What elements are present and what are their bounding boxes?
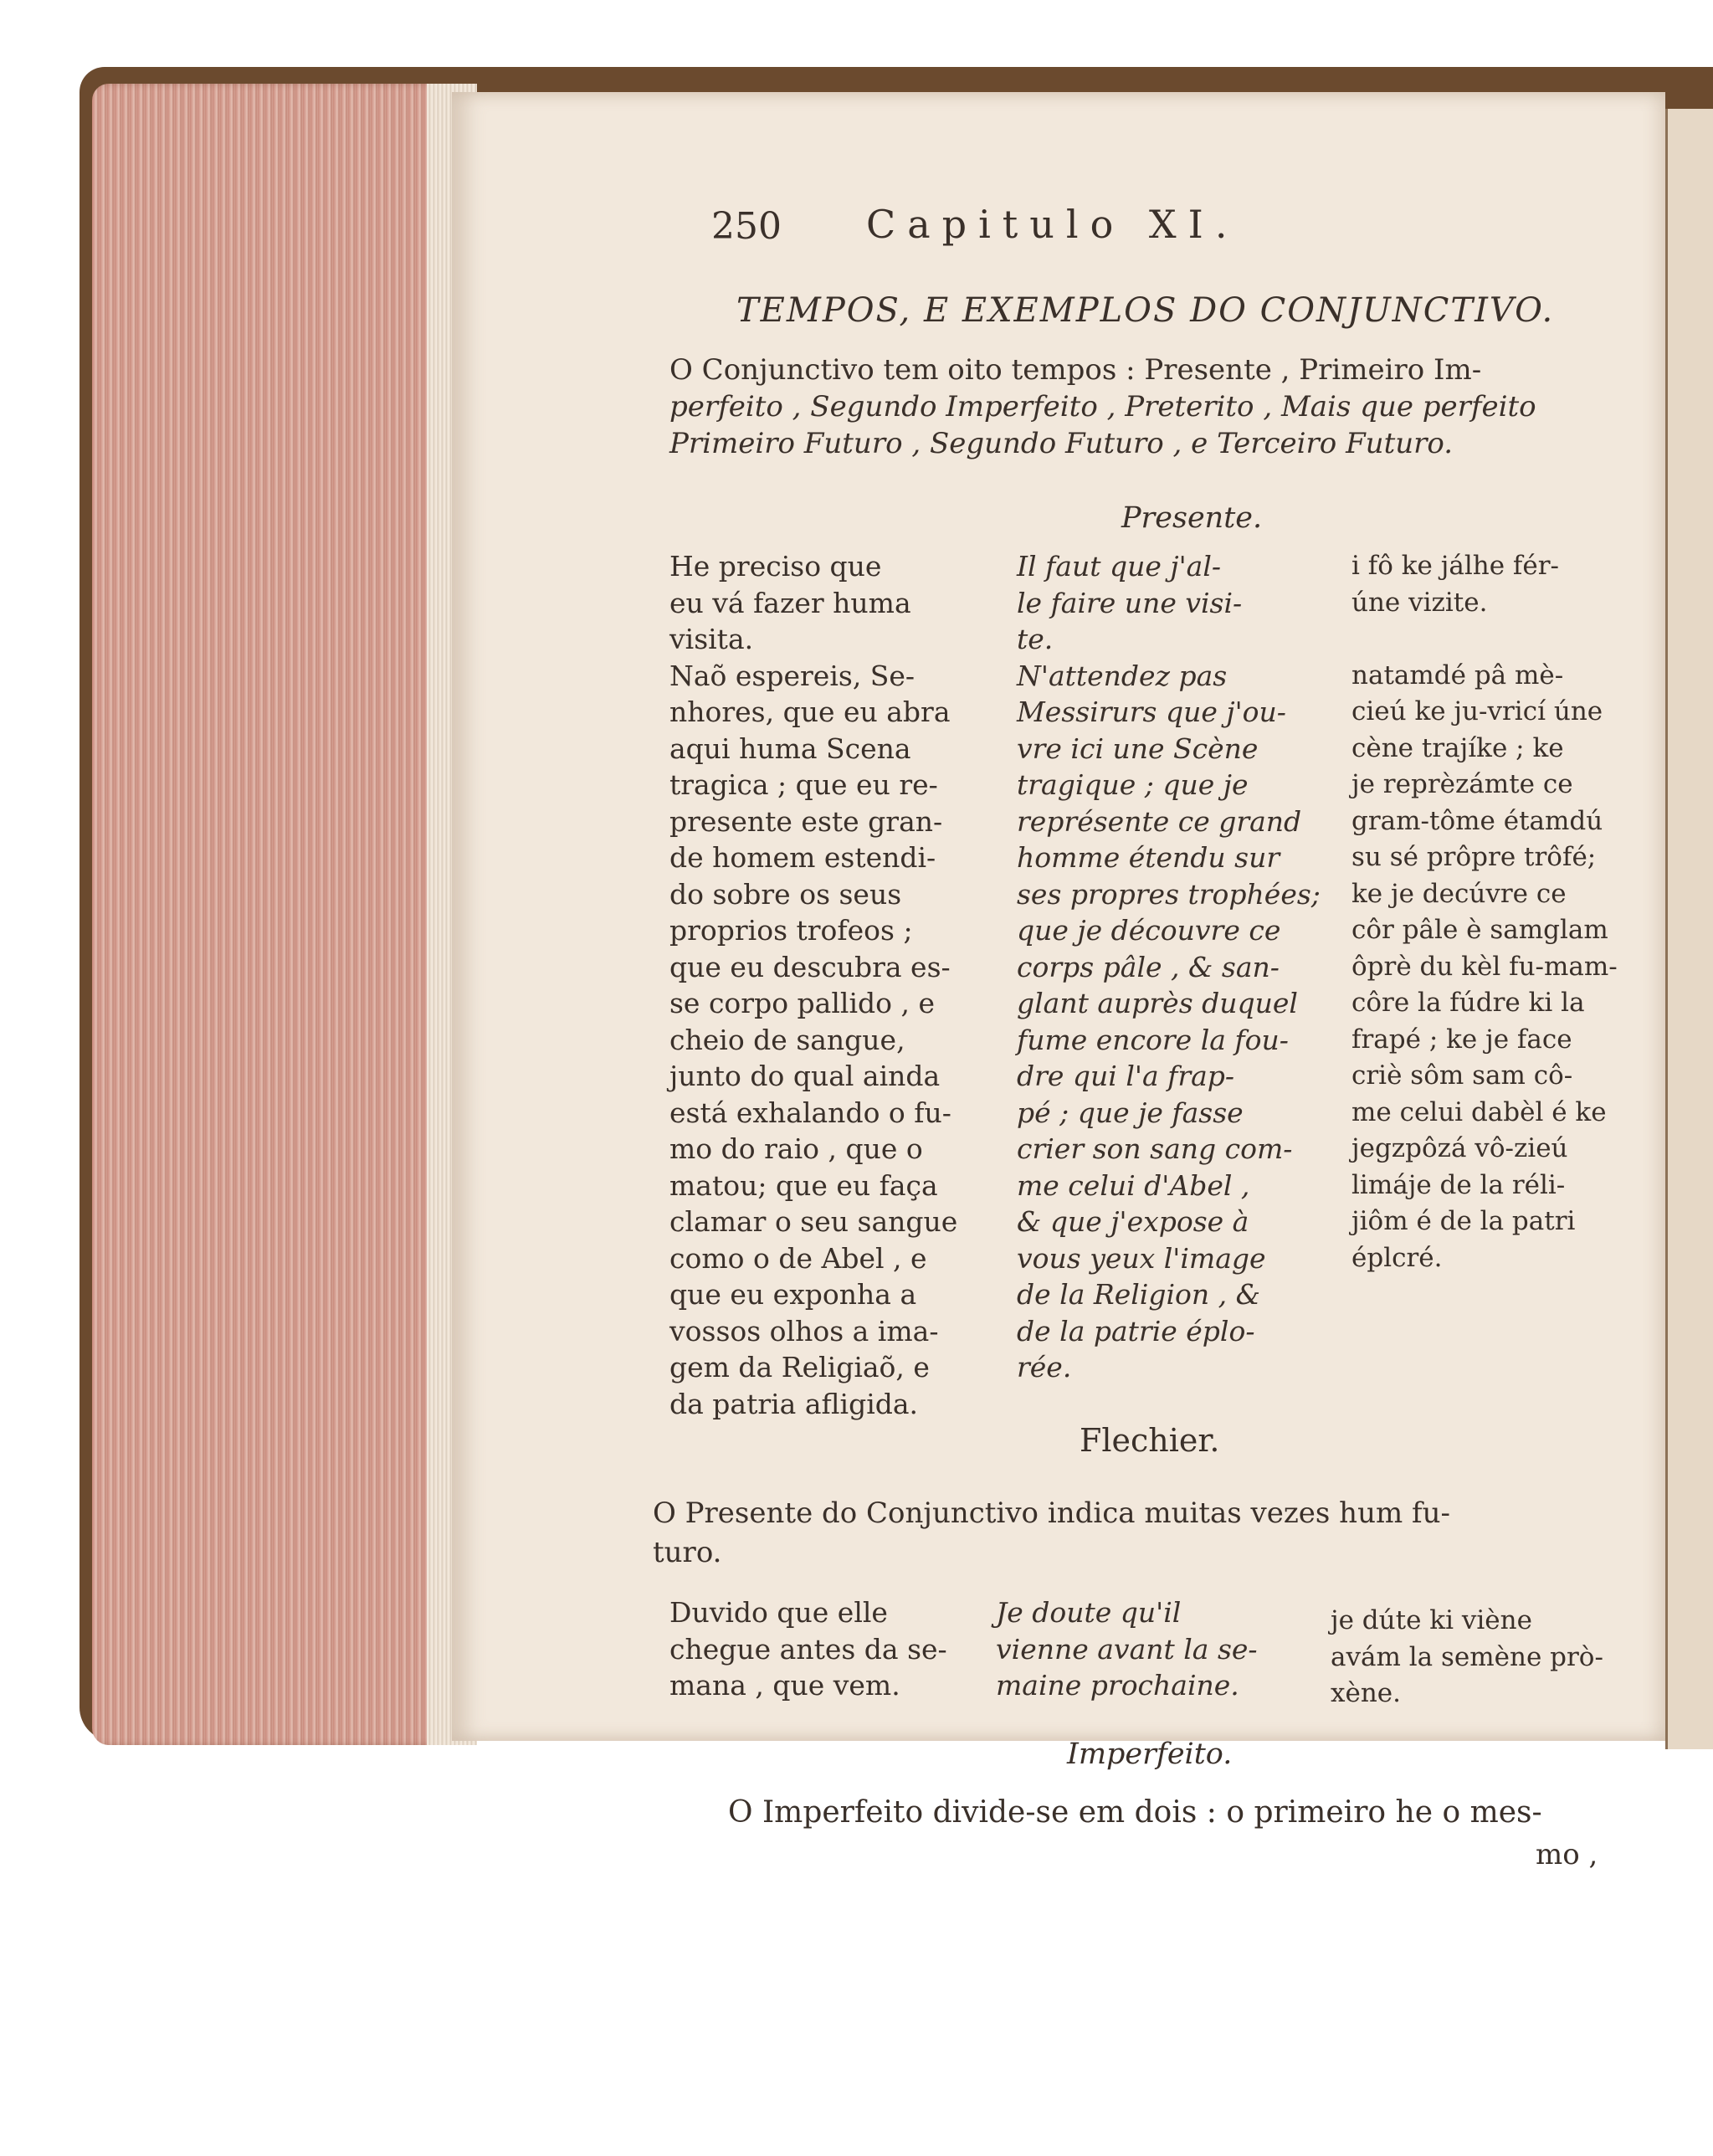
text-line: gem da Religiaõ, e	[669, 1351, 930, 1383]
text-line: gram-tôme étamdú	[1351, 805, 1603, 836]
text-line: matou; que eu faça	[669, 1168, 938, 1202]
text-line: jegzpôzá vô-zieú	[1351, 1133, 1568, 1163]
text-line: glant auprès duquel	[1017, 987, 1298, 1019]
text-line: côr pâle è samglam	[1351, 915, 1608, 945]
text-line: visita.	[669, 623, 754, 655]
example1-pronunciation-column	[1351, 548, 1618, 1276]
text-line: tragique ; que je	[1017, 768, 1249, 801]
text-line: fume encore la fou-	[1017, 1023, 1289, 1056]
text-line: représente ce grand	[1017, 804, 1302, 838]
text-line: jiôm é de la patri	[1351, 1206, 1576, 1236]
text-line: côre la fúdre ki la	[1351, 988, 1585, 1018]
presente-heading: Presente.	[1121, 501, 1263, 535]
text-line: vous yeux l'image	[1017, 1241, 1266, 1275]
text-line: criè sôm sam cô-	[1351, 1060, 1573, 1091]
text-line: Duvido que elle	[669, 1596, 888, 1629]
text-line: O Presente do Conjunctivo indica muitas vezes hum fu-	[653, 1496, 1450, 1530]
text-line: avám la semène prò-	[1331, 1641, 1603, 1672]
example1-french-column	[1017, 548, 1321, 1386]
text-line: mo do raio , que o	[669, 1132, 923, 1165]
text-line: chegue antes da se-	[669, 1632, 947, 1666]
text-line: éplcré.	[1351, 1242, 1443, 1273]
example1-portuguese-column	[669, 548, 957, 1422]
author-attribution: Flechier.	[1080, 1422, 1220, 1459]
text-line: rée.	[1017, 1351, 1072, 1383]
text-line: & que j'expose à	[1017, 1205, 1249, 1238]
imperfeito-paragraph: O Imperfeito divide-se em dois : o primeiro he o mes-	[728, 1795, 1542, 1830]
text-line: junto do qual ainda	[669, 1060, 941, 1092]
text-line: da patria afligida.	[669, 1387, 919, 1420]
text-line: vre ici une Scène	[1017, 732, 1259, 765]
text-line: crier son sang com-	[1017, 1132, 1293, 1165]
text-line: mana , que vem.	[669, 1669, 900, 1702]
example2-portuguese-column	[669, 1594, 947, 1704]
text-line: cieú ke ju-vricí úne	[1351, 696, 1603, 726]
text-line: frapé ; ke je face	[1351, 1024, 1572, 1055]
section-title: TEMPOS, E EXEMPLOS DO CONJUNCTIVO.	[736, 291, 1555, 330]
text-line: tragica ; que eu re-	[669, 768, 938, 801]
text-line	[1351, 621, 1618, 658]
text-line: que eu exponha a	[669, 1278, 917, 1311]
text-line: se corpo pallido , e	[669, 987, 936, 1019]
text-line: está exhalando o fu-	[669, 1096, 951, 1129]
text-line: te.	[1017, 623, 1054, 655]
text-line: me celui dabèl é ke	[1351, 1096, 1607, 1127]
text-line: do sobre os seus	[669, 877, 902, 911]
text-line: que je découvre ce	[1017, 914, 1281, 947]
text-line: He preciso que	[669, 550, 882, 583]
page-number: 250	[711, 205, 782, 248]
text-line: proprios trofeos ;	[669, 914, 913, 947]
chapter-title: Capitulo XI.	[866, 202, 1239, 247]
text-line: ke je decúvre ce	[1351, 878, 1567, 909]
text-line: limáje de la réli-	[1351, 1169, 1566, 1200]
text-line: je reprèzámte ce	[1351, 769, 1573, 799]
text-line: cène trajíke ; ke	[1351, 732, 1564, 763]
example2-french-column	[996, 1594, 1258, 1704]
text-line: Messirurs que j'ou-	[1017, 696, 1286, 728]
text-line: eu vá fazer huma	[669, 586, 911, 619]
text-line: homme étendu sur	[1017, 841, 1280, 874]
text-line: je dúte ki viène	[1331, 1605, 1532, 1635]
text-line: de la patrie éplo-	[1017, 1314, 1255, 1348]
text-line: como o de Abel , e	[669, 1241, 927, 1275]
intro-line: perfeito , Segundo Imperfeito , Preterito , Mais que perfeito	[669, 390, 1536, 424]
text-line: ses propres trophées;	[1017, 877, 1321, 911]
text-line: de la Religion , &	[1017, 1278, 1260, 1311]
page-edges	[92, 84, 477, 1745]
intro-line: O Conjunctivo tem oito tempos : Presente , Primeiro Im-	[669, 353, 1482, 387]
text-line: de homem estendi-	[669, 841, 936, 874]
text-line: Je doute qu'il	[996, 1596, 1182, 1629]
text-line: vossos olhos a ima-	[669, 1314, 939, 1348]
text-line: i fô ke jálhe fér-	[1351, 551, 1560, 581]
text-line: N'attendez pas	[1017, 659, 1228, 692]
text-line: cheio de sangue,	[669, 1023, 905, 1056]
text-line: me celui d'Abel ,	[1017, 1168, 1250, 1202]
text-line: maine prochaine.	[996, 1669, 1239, 1702]
text-line: pé ; que je fasse	[1017, 1096, 1244, 1129]
text-line: Il faut que j'al-	[1017, 550, 1222, 583]
text-line: xène.	[1331, 1678, 1401, 1708]
text-line: turo.	[653, 1536, 722, 1569]
intro-paragraph	[669, 352, 1536, 462]
text-line: corps pâle , & san-	[1017, 950, 1280, 983]
text-line: aqui huma Scena	[669, 732, 911, 765]
text-line: que eu descubra es-	[669, 950, 951, 983]
text-line: su sé prôpre trôfé;	[1351, 842, 1597, 872]
text-line: presente este gran-	[669, 804, 943, 838]
text-line: natamdé pâ mè-	[1351, 660, 1564, 690]
note-paragraph	[653, 1494, 1450, 1573]
text-line: dre qui l'a frap-	[1017, 1060, 1235, 1092]
facing-page-edge	[1665, 109, 1713, 1749]
text-line: nhores, que eu abra	[669, 696, 951, 728]
catchword: mo ,	[1536, 1838, 1598, 1871]
intro-line: Primeiro Futuro , Segundo Futuro , e Terceiro Futuro.	[669, 427, 1454, 460]
text-line: Naõ espereis, Se-	[669, 659, 915, 692]
imperfeito-heading: Imperfeito.	[1067, 1738, 1233, 1771]
text-line: le faire une visi-	[1017, 586, 1243, 619]
text-line: clamar o seu sangue	[669, 1205, 958, 1238]
example2-pronunciation-column	[1331, 1603, 1603, 1712]
text-line: ôprè du kèl fu-mam-	[1351, 951, 1618, 982]
text-line: vienne avant la se-	[996, 1632, 1258, 1666]
text-line: úne vizite.	[1351, 587, 1488, 618]
